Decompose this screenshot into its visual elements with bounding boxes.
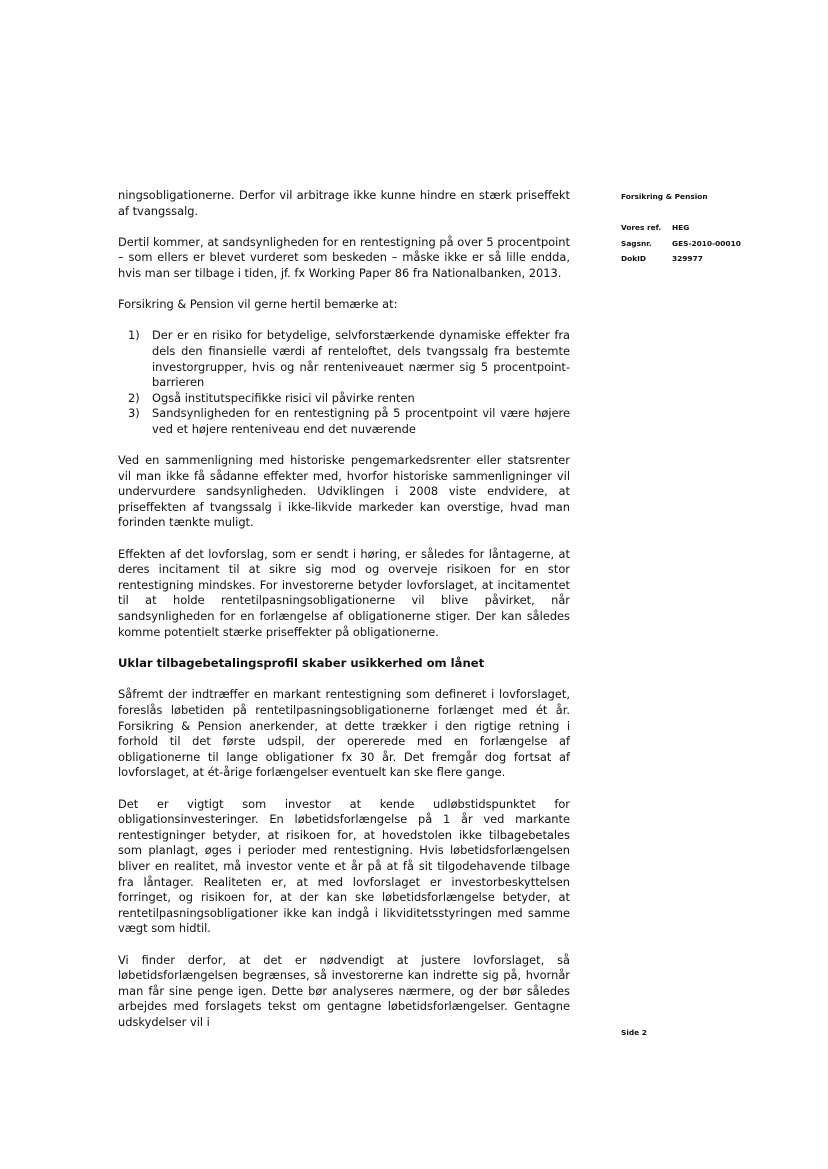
sidebar-metadata	[621, 189, 821, 267]
list-text: Der er en risiko for betydelige, selvforstærkende dynamiske effekter fra dels den finansielle værdi af renteloftet, dels tvangssalg fra bestemte investorgrupper, hvis og når renteniveauet nærmer sig 5 procentpoint-barrieren	[152, 328, 570, 390]
list-text: Også institutspecifikke risici vil påvirke renten	[152, 390, 415, 405]
list-item	[128, 390, 570, 407]
ref-label: DokID	[621, 254, 647, 264]
ref-value: GES-2010-00010	[672, 238, 741, 248]
numbered-list	[118, 328, 570, 437]
ref-label: Vores ref.	[621, 223, 662, 233]
paragraph: Vi finder derfor, at det er nødvendigt at justere lovforslaget, så løbetidsforlængelsen begrænses, så investorerne kan indrette sig på, hvornår man får sine penge igen. Dette bør analyseres nærmere, og der bør således arbejdes med forslagets tekst om gentagne løbetidsforlængelser. Gentagne udskydelser vil i	[118, 952, 570, 1029]
paragraph: Effekten af det lovforslag, som er sendt i høring, er således for låntagerne, at deres incitament til at sikre sig mod og overveje risikoen for en stor rentestigning mindskes. For investorerne betyder lovforslaget, at incitamentet til at holde rentetilpasningsobligationerne vil blive påvirket, når sandsynligheden for en forlængelse af obligationerne stiger. Der kan således komme potentielt stærke priseffekter på obligationerne.	[118, 546, 570, 639]
paragraph: Forsikring & Pension vil gerne hertil bemærke at:	[118, 297, 398, 312]
list-number: 3)	[128, 406, 140, 421]
list-item	[128, 328, 570, 390]
paragraph: Det er vigtigt som investor at kende udløbstidspunktet for obligationsinvesteringer. En løbetidsforlængelse på 1 år ved markante rentestigninger betyder, at risikoen for, at hovedstolen ikke tilbagebetales som planlagt, øges i perioder med rentestigning. Hvis løbetidsforlængelsen bliver en realitet, må investor vente et år på at få sit tilgodehavende tilbage fra låntager. Realiteten er, at med lovforslaget er investorbeskyttelsen forringet, og risikoen for, at der kan ske løbetidsforlængelse betyder, at rentetilpasningsobligationer ikke kan indgå i likviditetsstyringen med samme vægt som hidtil.	[118, 796, 570, 936]
ref-row	[621, 236, 821, 252]
list-number: 2)	[128, 390, 140, 405]
ref-value: HEG	[672, 223, 690, 233]
ref-value: 329977	[672, 254, 703, 264]
list-number: 1)	[128, 328, 140, 343]
section-heading: Uklar tilbagebetalingsprofil skaber usikkerhed om lånet	[118, 655, 485, 670]
ref-row	[621, 220, 821, 236]
list-item	[128, 406, 570, 437]
paragraph: ningsobligationerne. Derfor vil arbitrage ikke kunne hindre en stærk priseffekt af tvangssalg.	[118, 188, 570, 218]
ref-row	[621, 251, 821, 267]
paragraph: Ved en sammenligning med historiske pengemarkedsrenter eller statsrenter vil man ikke få sådanne effekter med, hvorfor historiske sammenligninger vil undervurdere sandsynligheden. Udviklingen i 2008 viste endvidere, at priseffekten af tvangssalg i ikke-likvide markeder kan overstige, hvad man forinden tænkte muligt.	[118, 453, 570, 530]
organization-name: Forsikring & Pension	[621, 192, 708, 201]
page-number: Side 2	[621, 1028, 647, 1037]
paragraph: Dertil kommer, at sandsynligheden for en rentestigning på over 5 procentpoint – som ellers er blevet vurderet som beskeden – måske ikke er så lille endda, hvis man ser tilbage i tiden, jf. fx Working Paper 86 fra Nationalbanken, 2013.	[118, 234, 570, 280]
ref-label: Sagsnr.	[621, 238, 652, 248]
document-body	[118, 188, 570, 1046]
list-text: Sandsynligheden for en rentestigning på 5 procentpoint vil være højere ved et højere renteniveau end det nuværende	[152, 406, 570, 436]
paragraph: Såfremt der indtræffer en markant rentestigning som defineret i lovforslaget, foreslås løbetiden på rentetilpasningsobligationerne forlænget med ét år. Forsikring & Pension anerkender, at dette trækker i den rigtige retning i forhold til det første udspil, der opererede med en forlængelse af obligationerne til lange obligationer fx 30 år. Det fremgår dog fortsat af lovforslaget, at ét-årige forlængelser eventuelt kan ske flere gange.	[118, 687, 570, 780]
